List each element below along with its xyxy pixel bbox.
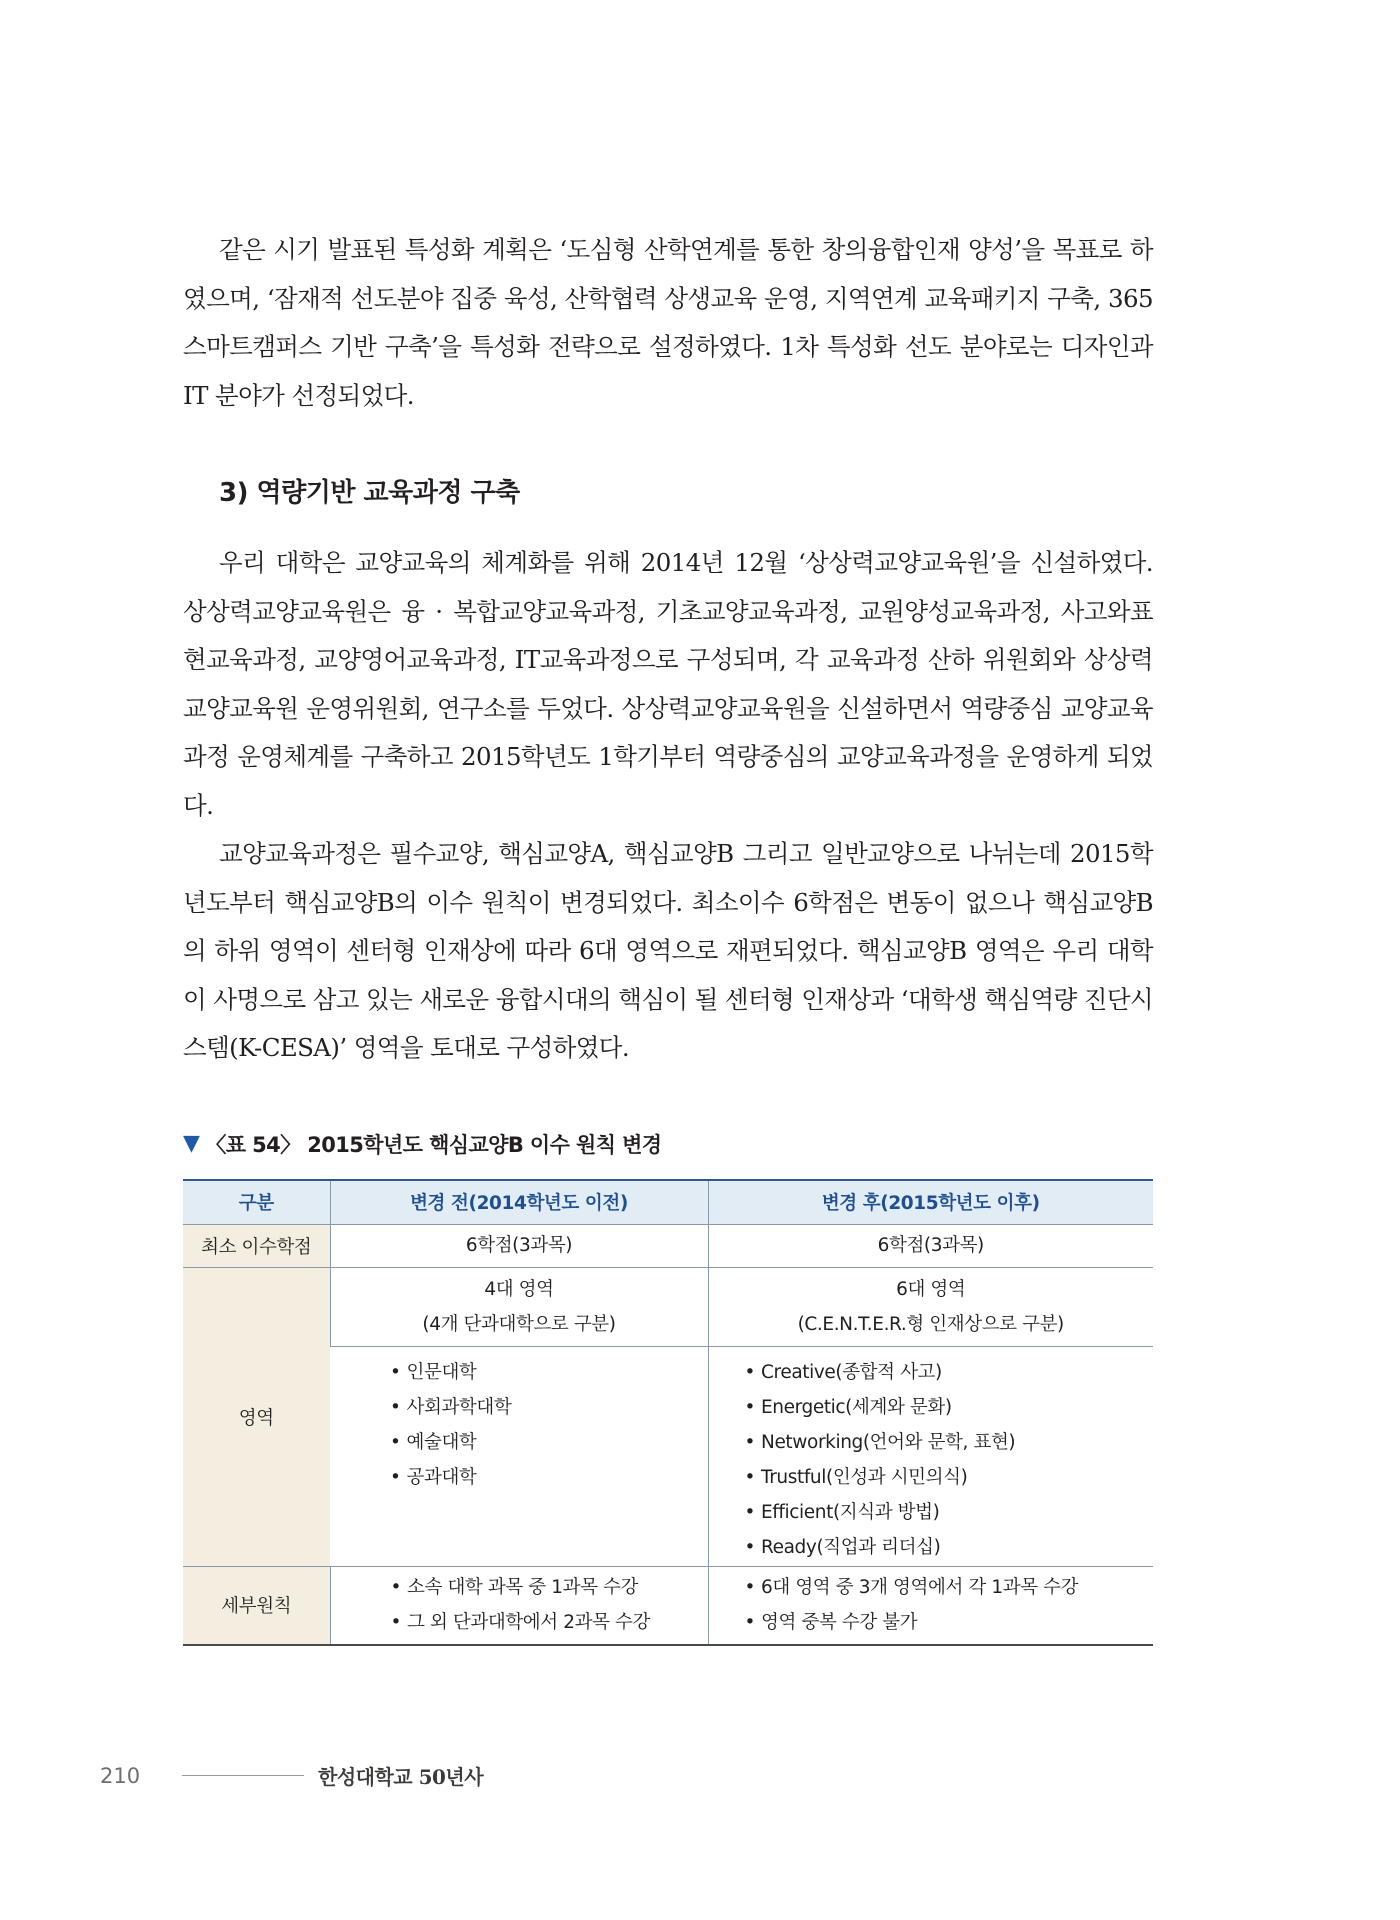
row-label-area: 영역 <box>183 1267 330 1566</box>
list-item: • 소속 대학 과목 중 1과목 수강 <box>391 1570 708 1605</box>
list-item: • 공과대학 <box>390 1460 708 1495</box>
cell-before <box>330 1267 708 1346</box>
table-row <box>183 1267 1153 1346</box>
list-item: • 6대 영역 중 3개 영역에서 각 1과목 수강 <box>745 1570 1154 1605</box>
area-after-list <box>709 1355 1154 1565</box>
area-after-subtitle: (C.E.N.T.E.R.형 인재상으로 구분) <box>797 1313 1064 1335</box>
area-before-title: 4대 영역 <box>484 1278 554 1300</box>
table-row <box>183 1566 1153 1645</box>
book-title: 한성대학교 50년사 <box>318 1765 484 1789</box>
list-item: • 그 외 단과대학에서 2과목 수강 <box>391 1605 708 1640</box>
rule-change-table <box>183 1179 1153 1647</box>
table-caption-text: 〈표 54〉 2015학년도 핵심교양B 이수 원칙 변경 <box>205 1132 662 1157</box>
cell-before <box>330 1346 708 1566</box>
body-paragraph: 같은 시기 발표된 특성화 계획은 ‘도심형 산학연계를 통한 창의융합인재 양성’을 목표로 하였으며, ‘잠재적 선도분야 집중 육성, 산학협력 상생교육 운영, 지역연계 교육패키지 구축, 365 스마트캠퍼스 기반 구축’을 특성화 전략으로 설정하였다. 1차 특성화 선도 분야로는 디자인과 IT 분야가 선정되었다. <box>183 235 1153 410</box>
page-content <box>183 226 1153 1646</box>
table-row <box>183 1224 1153 1267</box>
header-after: 변경 후(2015학년도 이후) <box>708 1180 1153 1225</box>
cell-after: 6학점(3과목) <box>708 1224 1153 1267</box>
list-item: • Creative(종합적 사고) <box>745 1355 1154 1390</box>
section-heading: 3) 역량기반 교육과정 구축 <box>219 478 520 508</box>
list-item: • Efficient(지식과 방법) <box>745 1495 1154 1530</box>
table-header-row <box>183 1180 1153 1225</box>
list-item: • Ready(직업과 리더십) <box>745 1530 1154 1565</box>
list-item: • Energetic(세계와 문화) <box>745 1390 1154 1425</box>
list-item: • 인문대학 <box>390 1355 708 1390</box>
detail-before-list <box>331 1570 708 1640</box>
cell-after <box>708 1566 1153 1645</box>
header-category: 구분 <box>183 1180 330 1225</box>
body-paragraph: 우리 대학은 교양교육의 체계화를 위해 2014년 12월 ‘상상력교양교육원’을 신설하였다. 상상력교양교육원은 융 · 복합교양교육과정, 기초교양교육과정, 교원양성교육과정, 사고와표현교육과정, 교양영어교육과정, IT교육과정으로 구성되며, 각 교육과정 산하 위원회와 상상력교양교육원 운영위원회, 연구소를 두었다. 상상력교양교육원을 신설하면서 역량중심 교양교육과정 운영체계를 구축하고 2015학년도 1학기부터 역량중심의 교양교육과정을 운영하게 되었다. <box>183 548 1153 820</box>
detail-after-list <box>709 1570 1154 1640</box>
list-item: • 사회과학대학 <box>390 1390 708 1425</box>
area-before-list <box>330 1355 708 1495</box>
list-item: • 예술대학 <box>390 1425 708 1460</box>
row-label-detail: 세부원칙 <box>183 1566 330 1645</box>
list-item: • Trustful(인성과 시민의식) <box>745 1460 1154 1495</box>
table-caption <box>183 1129 1153 1159</box>
row-label-min-credits: 최소 이수학점 <box>183 1224 330 1267</box>
list-item: • Networking(언어와 문학, 표현) <box>745 1425 1154 1460</box>
area-after-title: 6대 영역 <box>896 1278 966 1300</box>
cell-after <box>708 1267 1153 1346</box>
body-paragraph: 교양교육과정은 필수교양, 핵심교양A, 핵심교양B 그리고 일반교양으로 나뉘는데 2015학년도부터 핵심교양B의 이수 원칙이 변경되었다. 최소이수 6학점은 변동이 없으나 핵심교양B의 하위 영역이 센터형 인재상에 따라 6대 영역으로 재편되었다. 핵심교양B 영역은 우리 대학이 사명으로 삼고 있는 새로운 융합시대의 핵심이 될 센터형 인재상과 ‘대학생 핵심역량 진단시스템(K-CESA)’ 영역을 토대로 구성하였다. <box>183 839 1153 1062</box>
page-footer <box>100 1761 483 1790</box>
cell-before <box>330 1566 708 1645</box>
page-number: 210 <box>100 1763 141 1788</box>
cell-before: 6학점(3과목) <box>330 1224 708 1267</box>
list-item: • 영역 중복 수강 불가 <box>745 1605 1154 1640</box>
area-before-subtitle: (4개 단과대학으로 구분) <box>422 1313 616 1335</box>
header-before: 변경 전(2014학년도 이전) <box>330 1180 708 1225</box>
triangle-down-icon: ▼ <box>183 1131 200 1156</box>
footer-divider <box>182 1775 304 1776</box>
cell-after <box>708 1346 1153 1566</box>
